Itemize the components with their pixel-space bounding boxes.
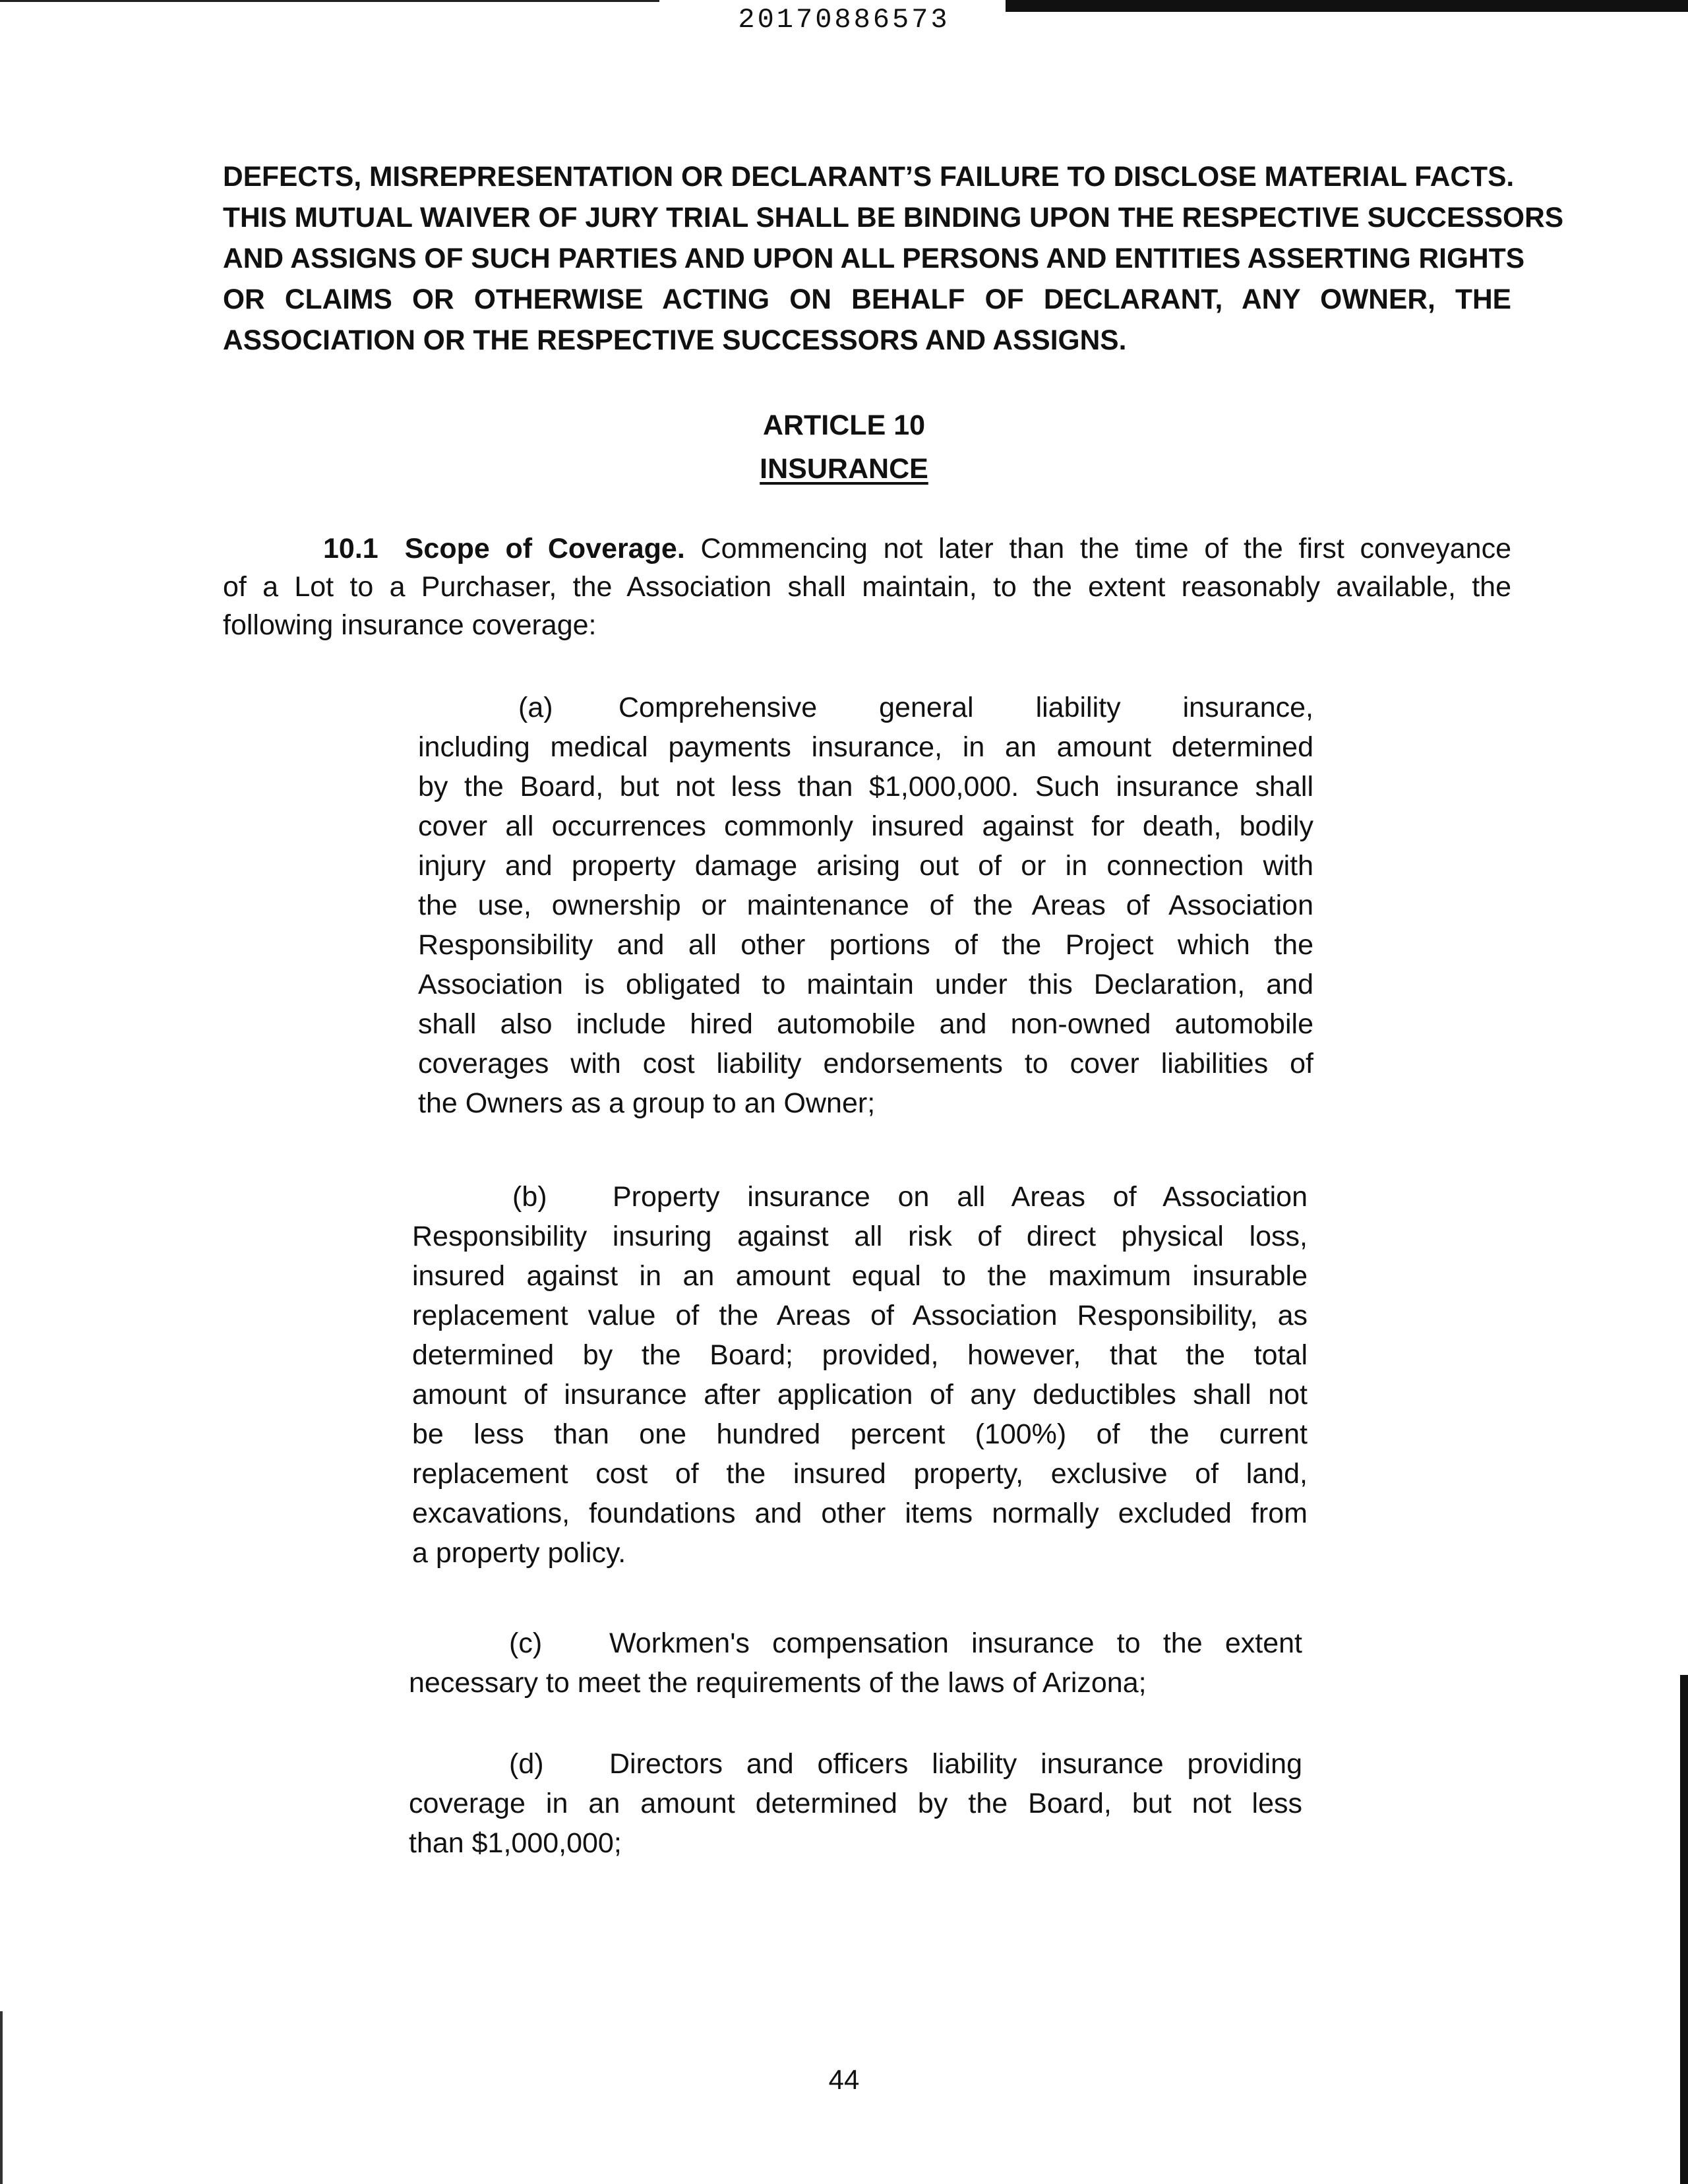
scan-edge-top-left	[0, 0, 659, 2]
coverage-item-c	[409, 1623, 1302, 1703]
text-line: shall also include hired automobile and non-owned automobile	[418, 1008, 1313, 1040]
text-line: than $1,000,000;	[409, 1827, 622, 1859]
section-title: Scope of Coverage.	[404, 533, 685, 564]
text-line: DEFECTS, MISREPRESENTATION OR DECLARANT’S FAILURE TO DISCLOSE MATERIAL FACTS.	[223, 162, 1515, 193]
text-line: by the Board, but not less than $1,000,000. Such insurance shall	[418, 771, 1313, 803]
text-line: coverage in an amount determined by the Board, but not less	[409, 1788, 1302, 1819]
text-line: of a Lot to a Purchaser, the Association shall maintain, to the extent reasonably available, the	[223, 571, 1511, 603]
text-line: the use, ownership or maintenance of the Areas of Association	[418, 890, 1313, 921]
text-line: coverages with cost liability endorsements to cover liabilities of	[418, 1048, 1313, 1079]
section-number: 10.1	[323, 533, 378, 564]
item-label: (a)	[518, 692, 553, 723]
text-line: excavations, foundations and other items normally excluded from	[412, 1498, 1308, 1529]
text-line: THIS MUTUAL WAIVER OF JURY TRIAL SHALL BE BINDING UPON THE RESPECTIVE SUCCESSORS	[223, 202, 1564, 233]
text-line: AND ASSIGNS OF SUCH PARTIES AND UPON ALL PERSONS AND ENTITIES ASSERTING RIGHTS	[223, 243, 1525, 274]
text-line: (d) Directors and officers liability insurance providing	[409, 1744, 1302, 1784]
item-label: (b)	[512, 1181, 547, 1213]
text-line: OR CLAIMS OR OTHERWISE ACTING ON BEHALF OF DECLARANT, ANY OWNER, THE	[223, 284, 1511, 315]
text-line: 10.1 Scope of Coverage. Commencing not later than the time of the first conveyance	[223, 530, 1511, 568]
document-number: 20170886573	[738, 4, 950, 36]
text-line: (c) Workmen's compensation insurance to the extent	[409, 1623, 1302, 1663]
text-line: (a) Comprehensive general liability insurance,	[418, 688, 1313, 727]
article-title: INSURANCE	[760, 453, 928, 485]
text-line: injury and property damage arising out of or in connection with	[418, 850, 1313, 882]
item-label: (d)	[509, 1748, 544, 1780]
text-line: determined by the Board; provided, however, that the total	[412, 1339, 1308, 1371]
coverage-item-d	[409, 1744, 1302, 1863]
text-line: replacement value of the Areas of Association Responsibility, as	[412, 1300, 1308, 1331]
page-number: 44	[828, 2064, 860, 2095]
text-line: Responsibility insuring against all risk of direct physical loss,	[412, 1221, 1308, 1252]
text-line: the Owners as a group to an Owner;	[418, 1087, 876, 1119]
section-10-1	[223, 530, 1511, 644]
text-line: necessary to meet the requirements of the laws of Arizona;	[409, 1667, 1147, 1699]
text-line: following insurance coverage:	[223, 609, 597, 641]
text-line: (b) Property insurance on all Areas of Association	[412, 1177, 1308, 1217]
text-line: Association is obligated to maintain under this Declaration, and	[418, 969, 1313, 1000]
text-line: Responsibility and all other portions of the Project which the	[418, 929, 1313, 961]
scan-edge-right	[1680, 1675, 1688, 2184]
coverage-item-b	[412, 1177, 1308, 1573]
article-number: ARTICLE 10	[762, 410, 926, 441]
scan-edge-left	[0, 2011, 3, 2184]
text-line: a property policy.	[412, 1537, 626, 1569]
text-line: ASSOCIATION OR THE RESPECTIVE SUCCESSORS AND ASSIGNS.	[223, 325, 1127, 356]
text-line: replacement cost of the insured property, exclusive of land,	[412, 1458, 1308, 1490]
preceding-paragraph	[223, 157, 1564, 361]
text-line: be less than one hundred percent (100%) of the current	[412, 1418, 1308, 1450]
text-line: amount of insurance after application of any deductibles shall not	[412, 1379, 1308, 1410]
coverage-item-a	[418, 688, 1313, 1123]
article-heading	[0, 404, 1688, 491]
text-line: insured against in an amount equal to the maximum insurable	[412, 1260, 1308, 1292]
text-line: cover all occurrences commonly insured against for death, bodily	[418, 810, 1313, 842]
text-line: including medical payments insurance, in an amount determined	[418, 731, 1313, 763]
item-label: (c)	[509, 1627, 543, 1659]
